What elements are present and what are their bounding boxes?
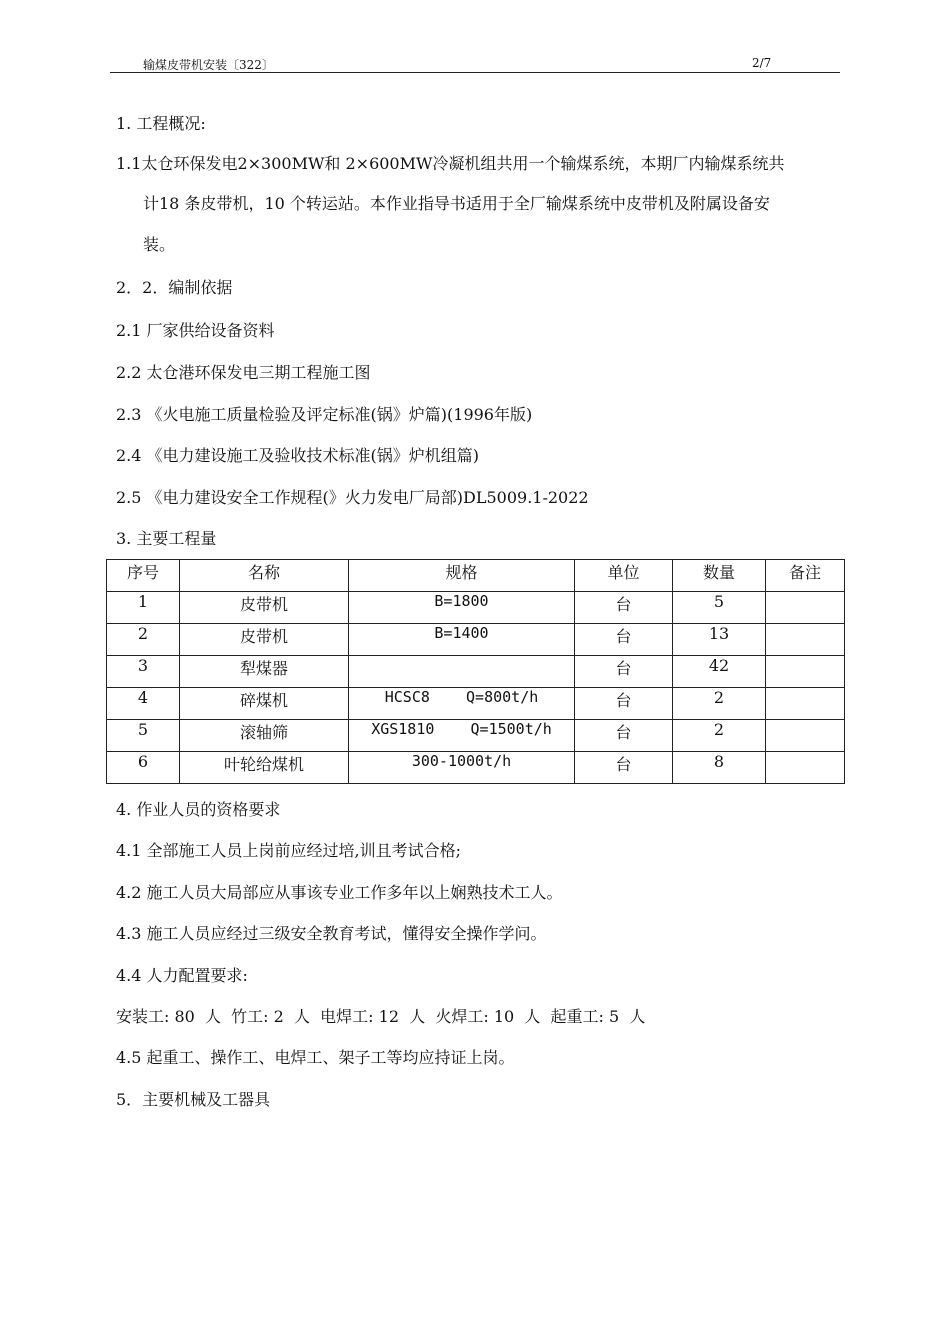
header-index: 序号 bbox=[107, 560, 180, 592]
section-4-heading: 4. 作业人员的资格要求 bbox=[116, 800, 281, 819]
item-2-5: 2.5 《电力建设安全工作规程(》火力发电厂局部)DL5009.1-2022 bbox=[116, 488, 589, 507]
table-row bbox=[107, 688, 845, 720]
cell-spec: B=1400 bbox=[349, 624, 575, 656]
cell-remarks bbox=[766, 592, 845, 624]
item-2-3: 2.3 《火电施工质量检验及评定标准(锅》炉篇)(1996年版) bbox=[116, 405, 533, 424]
cell-unit: 台 bbox=[575, 656, 673, 688]
paragraph-1-1-line-3: 装。 bbox=[143, 235, 176, 254]
header-remarks: 备注 bbox=[766, 560, 845, 592]
cell-name: 犁煤器 bbox=[180, 656, 349, 688]
cell-spec: B=1800 bbox=[349, 592, 575, 624]
cell-quantity: 5 bbox=[673, 592, 766, 624]
cell-spec: XGS1810 Q=1500t/h bbox=[349, 720, 575, 752]
cell-index: 3 bbox=[107, 656, 180, 688]
cell-quantity: 8 bbox=[673, 752, 766, 784]
cell-remarks bbox=[766, 720, 845, 752]
cell-name: 叶轮给煤机 bbox=[180, 752, 349, 784]
item-4-5: 4.5 起重工、操作工、电焊工、架子工等均应持证上岗。 bbox=[116, 1048, 515, 1067]
section-5-heading: 5．主要机械及工器具 bbox=[116, 1090, 271, 1109]
cell-index: 5 bbox=[107, 720, 180, 752]
table-row bbox=[107, 656, 845, 688]
header-name: 名称 bbox=[180, 560, 349, 592]
cell-unit: 台 bbox=[575, 624, 673, 656]
cell-remarks bbox=[766, 656, 845, 688]
cell-spec bbox=[349, 656, 575, 688]
item-2-1: 2.1 厂家供给设备资料 bbox=[116, 321, 275, 340]
header-title: 输煤皮带机安装〔322〕 bbox=[143, 58, 274, 72]
cell-unit: 台 bbox=[575, 752, 673, 784]
section-3-heading: 3. 主要工程量 bbox=[116, 529, 217, 548]
item-4-2: 4.2 施工人员大局部应从事该专业工作多年以上娴熟技术工人。 bbox=[116, 883, 563, 902]
cell-remarks bbox=[766, 752, 845, 784]
cell-name: 滚轴筛 bbox=[180, 720, 349, 752]
works-quantity-table bbox=[106, 559, 845, 784]
paragraph-1-1-line-2: 计18 条皮带机，10 个转运站。本作业指导书适用于全厂输煤系统中皮带机及附属设备安 bbox=[143, 194, 770, 213]
item-2-2: 2.2 太仓港环保发电三期工程施工图 bbox=[116, 363, 371, 382]
table-row bbox=[107, 624, 845, 656]
cell-name: 碎煤机 bbox=[180, 688, 349, 720]
cell-spec: 300-1000t/h bbox=[349, 752, 575, 784]
cell-quantity: 2 bbox=[673, 720, 766, 752]
table-row bbox=[107, 592, 845, 624]
page-number: 2/7 bbox=[752, 56, 772, 70]
paragraph-1-1-line-1: 1.1太仓环保发电2×300MW和 2×600MW冷凝机组共用一个输煤系统，本期厂内输煤系统共 bbox=[116, 154, 785, 173]
table-header-row bbox=[107, 560, 845, 592]
cell-index: 4 bbox=[107, 688, 180, 720]
cell-index: 2 bbox=[107, 624, 180, 656]
cell-quantity: 2 bbox=[673, 688, 766, 720]
cell-quantity: 13 bbox=[673, 624, 766, 656]
section-2-heading: 2．2．编制依据 bbox=[116, 278, 233, 297]
cell-index: 1 bbox=[107, 592, 180, 624]
header-divider bbox=[110, 72, 840, 73]
cell-quantity: 42 bbox=[673, 656, 766, 688]
table-row bbox=[107, 720, 845, 752]
item-4-3: 4.3 施工人员应经过三级安全教育考试，懂得安全操作学问。 bbox=[116, 924, 547, 943]
cell-index: 6 bbox=[107, 752, 180, 784]
item-4-4: 4.4 人力配置要求: bbox=[116, 966, 248, 985]
cell-name: 皮带机 bbox=[180, 624, 349, 656]
item-4-1: 4.1 全部施工人员上岗前应经过培,训且考试合格; bbox=[116, 841, 462, 860]
cell-unit: 台 bbox=[575, 688, 673, 720]
header-quantity: 数量 bbox=[673, 560, 766, 592]
cell-name: 皮带机 bbox=[180, 592, 349, 624]
header-unit: 单位 bbox=[575, 560, 673, 592]
cell-spec: HCSC8 Q=800t/h bbox=[349, 688, 575, 720]
header-spec: 规格 bbox=[349, 560, 575, 592]
table-row bbox=[107, 752, 845, 784]
cell-unit: 台 bbox=[575, 592, 673, 624]
cell-unit: 台 bbox=[575, 720, 673, 752]
item-2-4: 2.4 《电力建设施工及验收技术标准(锅》炉机组篇) bbox=[116, 446, 480, 465]
cell-remarks bbox=[766, 624, 845, 656]
section-1-heading: 1. 工程概况: bbox=[116, 114, 206, 133]
cell-remarks bbox=[766, 688, 845, 720]
staffing-line: 安装工: 80 人 竹工: 2 人 电焊工: 12 人 火焊工: 10 人 起重工: 5 人 bbox=[116, 1007, 646, 1026]
